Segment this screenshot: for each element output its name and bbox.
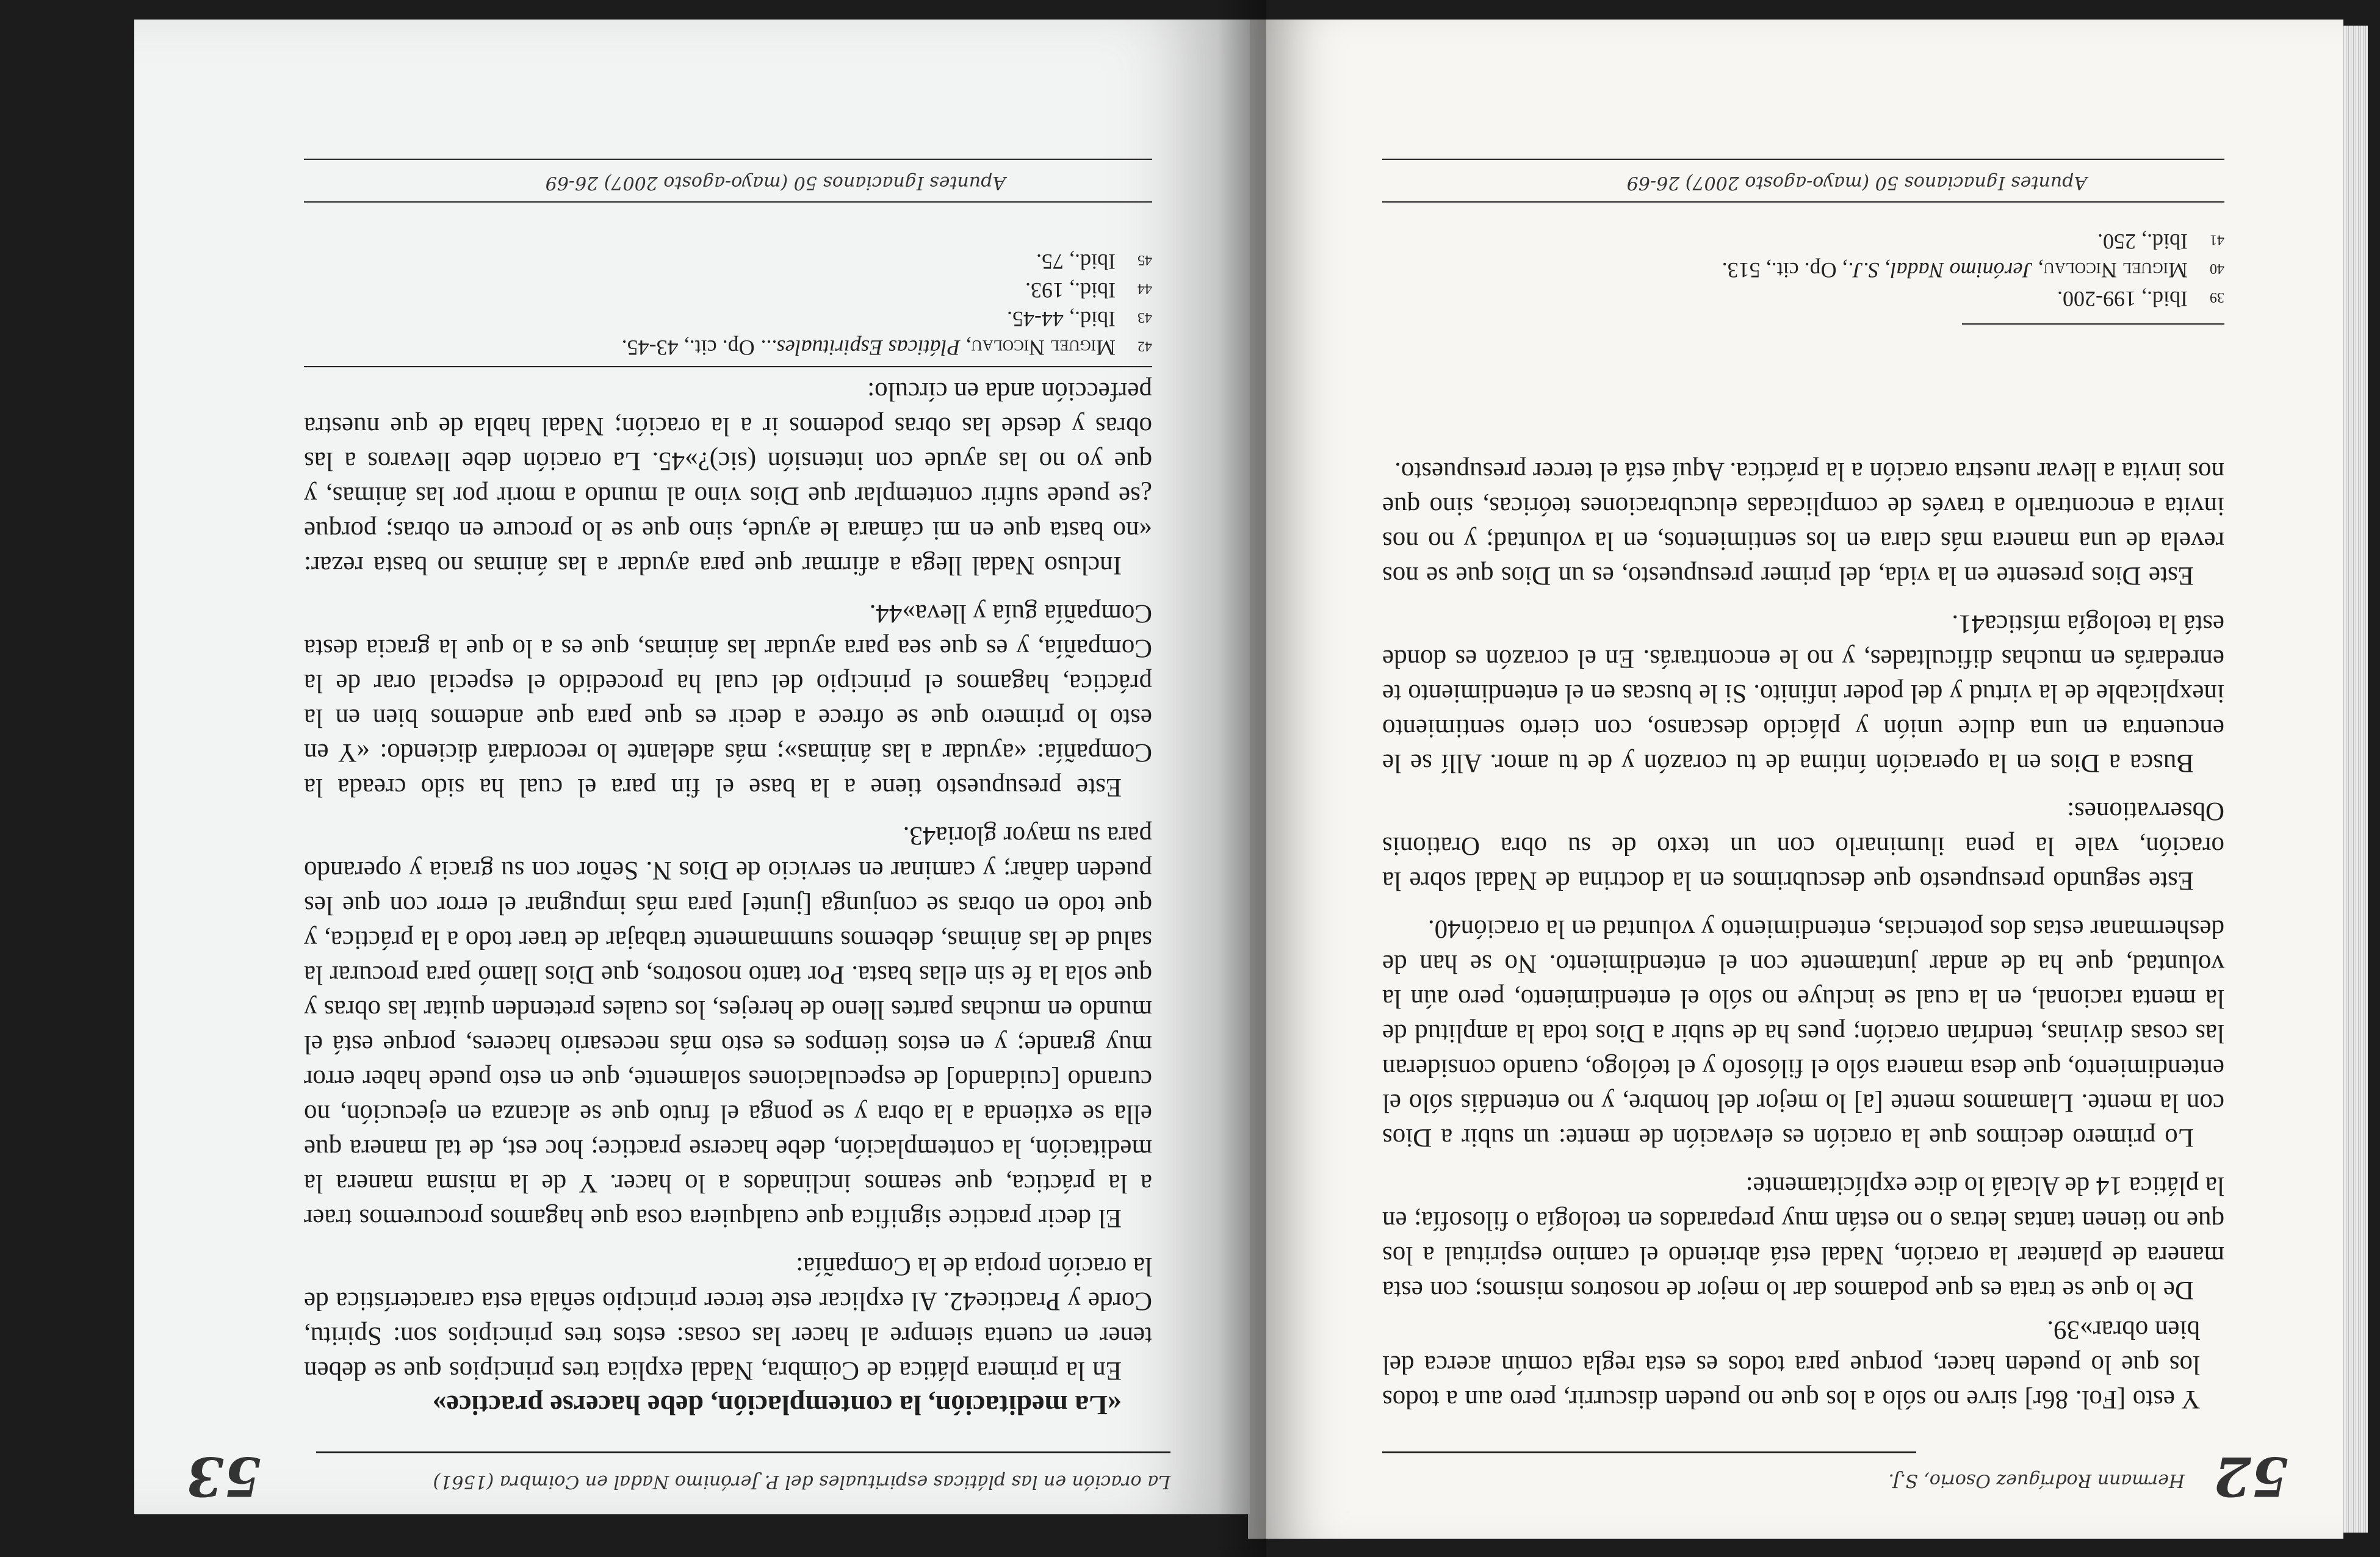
footnotes [304, 246, 1152, 361]
footnote: 44Ibid., 193. [1025, 278, 1152, 303]
page-number-53: 53 [186, 1445, 261, 1508]
header-rule [316, 1451, 1170, 1453]
paragraph: Este presupuesto tiene a la base el fin para el cual ha sido creada la Compañía: «ayudar a las ánimas»; más adelante lo recordará diciendo: «Y en esto lo primero que se ofrece a decir es que para que andemos bien en la práctica, hagamos el principio del cual ha procedido el especial orar de la Compañía, y es que sea para ayudar las ánimas, que es a lo que la gracia desta Compañía guía y lleva»44. [304, 599, 1152, 802]
right-page [134, 20, 1250, 1514]
footnote: 45Ibid., 75. [1036, 250, 1152, 274]
left-page [1248, 20, 2343, 1539]
block-quote: Lo primero decimos que la oración es elevación de mente: un subir a Dios con la mente. Llamamos mente [a] lo mejor del hombre, y no entendáis sólo el entendimiento, que desa manera sólo el filósofo y el teólogo, cuando consideran las cosas divinas, tendrían oración; pues ha de subir a Dios toda la amplitud de la menta racional, en la cual se incluye no sólo el entendimiento, pero aún la voluntad, que ha de andar juntamente con el entendimiento. No se han de deshermanar estas dos potencias, entendimiento y voluntad en la oración40. [1382, 915, 2224, 1152]
block-quote: El decir practice significa que cualquiera cosa que hagamos procuremos traer a la práctica, que seamos inclinados a lo hacer. Y de la misma manera la meditación, la contemplación, debe hacerse practice; hoc est, de tal manera que ella se extienda a la obra y se ponga el fruto que se alcanza en ejecución, no curando [cuidando] de especulaciones solamente, que en esto puede haber error muy grande; y en estos tiempos es esto más necesario haceres, porque está el mundo en muchas partes lleno de herejes, los cuales pretenden quitar las obras y que sola la fe sin ellas basta. Por tanto nosotros, que Dios llamó para procurar la salud de las ánimas, debemos summamente trabajar de traer todo a la práctica, y que todo en obras se conjunga [junte] para más impugnar el error con que les pueden dañar; y caminar en servicio de Dios N. Señor con su gracia y operando para su mayor gloria43. [304, 821, 1152, 1232]
paragraph: Este segundo presupuesto que descubrimos en la doctrina de Nadal sobre la oración, vale la pena iluminarlo con un texto de su obra Orationis Observationes: [1382, 797, 2224, 895]
footnote: 42Miguel Nicolau, Pláticas Espirituales... Op. cit., 43-45. [621, 336, 1152, 360]
paragraph: De lo que se trata es que podamos dar lo mejor de nosotros mismos; con esta manera de plantear la oración, Nadal está abriendo el camino espiritual a los que no tienen tantas letras o no están muy preparados en teología o filosofía; en la plática 14 de Alcalá lo dice explícitamente: [1382, 1171, 2224, 1304]
body-text [304, 374, 1152, 1423]
running-head-author: Hermann Rodríguez Osorio, S.J. [1888, 1470, 2185, 1491]
footer-rule-top [304, 201, 1152, 203]
footer-rule-bottom [1382, 159, 2224, 160]
block-quote: Busca a Dios en la operación íntima de tu corazón y de tu amor. Allí se le encuentra en una dulce unión y plácido descanso, con cierto sentimiento inexplicable de la virtud y del poder infinito. Si le buscas en el entendimiento te enredarás en muchas dificultades, y no le encontrarás. En el corazón es donde está la teología mística41. [1382, 609, 2224, 777]
running-head-title: La oración en las pláticas espirituales del P. Jerónimo Nadal en Coimbra (1561) [433, 1471, 1170, 1492]
header-rule [1382, 1451, 1916, 1453]
footer-rule-bottom [304, 159, 1152, 160]
footnote: 41Ibid., 250. [2097, 229, 2224, 254]
footnote-rule [304, 366, 1152, 367]
body-text [1382, 454, 2224, 1417]
footnote: 39Ibid., 199-200. [2057, 287, 2224, 311]
footer-rule-top [1382, 201, 2224, 203]
footnote: 40Miguel Nicolau, Jerónimo Nadal, S.J., Op. cit., 513. [1722, 258, 2224, 282]
paragraph: Y esto [Fol. 86r] sirve no sólo a los que no pueden discurrir, pero aun a todos los que lo pueden hacer, porque para todos es esta regla común acerca del bien obrar»39. [1382, 1315, 2200, 1414]
paragraph: En la primera plática de Coimbra, Nadal explica tres principios que se deben tener en cuenta siempre al hacer las cosas: estos tres principios son: Spiritu, Corde y Practice42. Al explicar este tercer principio señala esta característica de la oración propia de la Compañía: [304, 1252, 1152, 1385]
footnote-rule [1962, 323, 2224, 325]
paragraph: Este Dios presente en la vida, del primer presupuesto, es un Dios que se nos revela de una manera más clara en los sentimientos, en la voluntad; y no nos invita a encontrarlo a través de complicadas elucubraciones teóricas, sino que nos invita a llevar nuestra oración a la práctica. Aquí está el tercer presupuesto. [1382, 457, 2224, 590]
page-number-52: 52 [2213, 1445, 2288, 1508]
footnote: 43Ibid., 44-45. [1007, 307, 1152, 331]
footnotes [1382, 226, 2224, 312]
journal-footer: Apuntes Ignacianos 50 (mayo-agosto 2007) 26-69 [1626, 172, 2087, 193]
journal-footer: Apuntes Ignacianos 50 (mayo-agosto 2007) 26-69 [545, 172, 1006, 193]
section-heading: «La meditación, la contemplación, debe hacerse practice» [432, 1390, 1122, 1421]
paragraph: Incluso Nadal llega a afirmar que para ayudar a las ánimas no basta rezar: «no basta que en mi cámara le ayude, sino que se lo procure en obras; porque ¿se puede sufrir contemplar que Dios vino al mundo a morir por las ánimas, y que yo no las ayude con intensión (sic)?»45. La oración debe llevaros a las obras y desde las obras podemos ir a la oración; Nadal habla de que nuestra perfección anda en círculo: [304, 377, 1152, 580]
